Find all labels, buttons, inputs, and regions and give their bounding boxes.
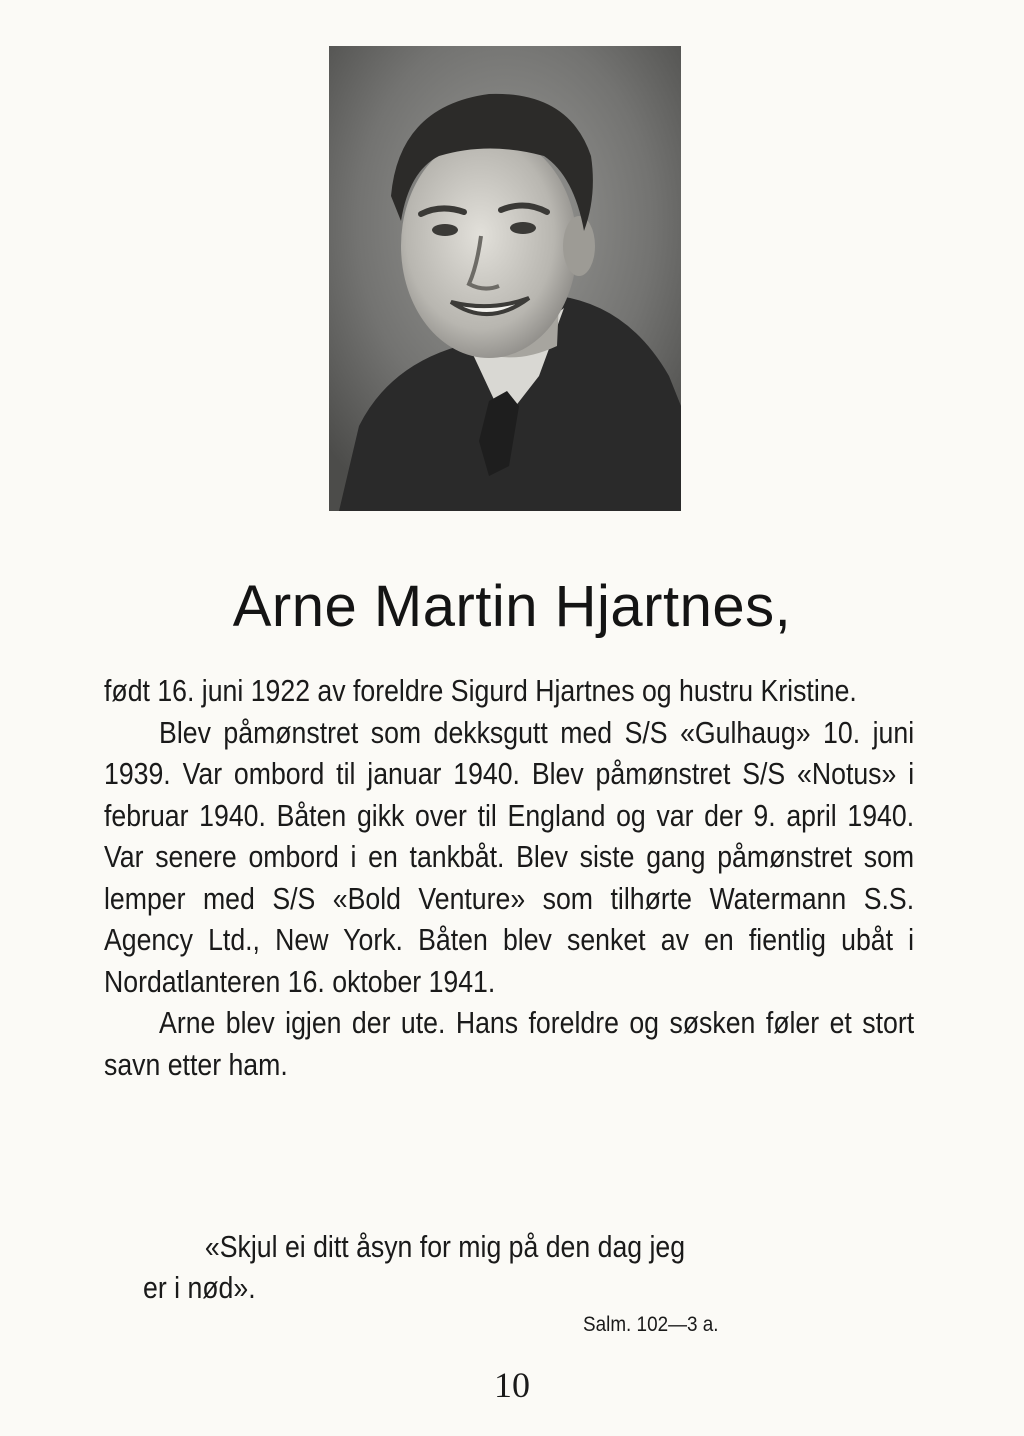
portrait-photo-icon [329, 46, 681, 511]
verse-citation: Salm. 102—3 a. [583, 1313, 719, 1336]
verse-line: er i nød». [143, 1270, 256, 1305]
biography-paragraph: født 16. juni 1922 av foreldre Sigurd Hjartnes og hustru Kristine. [104, 673, 857, 708]
biography [104, 670, 914, 1085]
verse-line: «Skjul ei ditt åsyn for mig på den dag jeg [204, 1229, 686, 1264]
page-title: Arne Martin Hjartnes, [232, 574, 792, 639]
biography-paragraph: Arne blev igjen der ute. Hans foreldre og søsken føler et stort savn etter ham. [104, 1005, 915, 1082]
biography-paragraph: Blev påmønstret som dekksgutt med S/S «Gulhaug» 10. juni 1939. Var ombord til januar 1940. Blev påmønstret S/S «Notus» i februar 1940. Båten gikk over til England og var der 9. april 1940. Var senere ombord i en tankbåt. Blev siste gang påmønstret som lemper med S/S «Bold Venture» som tilhørte Watermann S.S. Agency Ltd., New York. Båten blev senket av en fientlig ubåt i Nordatlanteren 16. oktober 1941. [104, 714, 915, 999]
page-number: 10 [494, 1365, 530, 1405]
portrait-photo [329, 46, 681, 511]
verse-quote [143, 1226, 889, 1308]
